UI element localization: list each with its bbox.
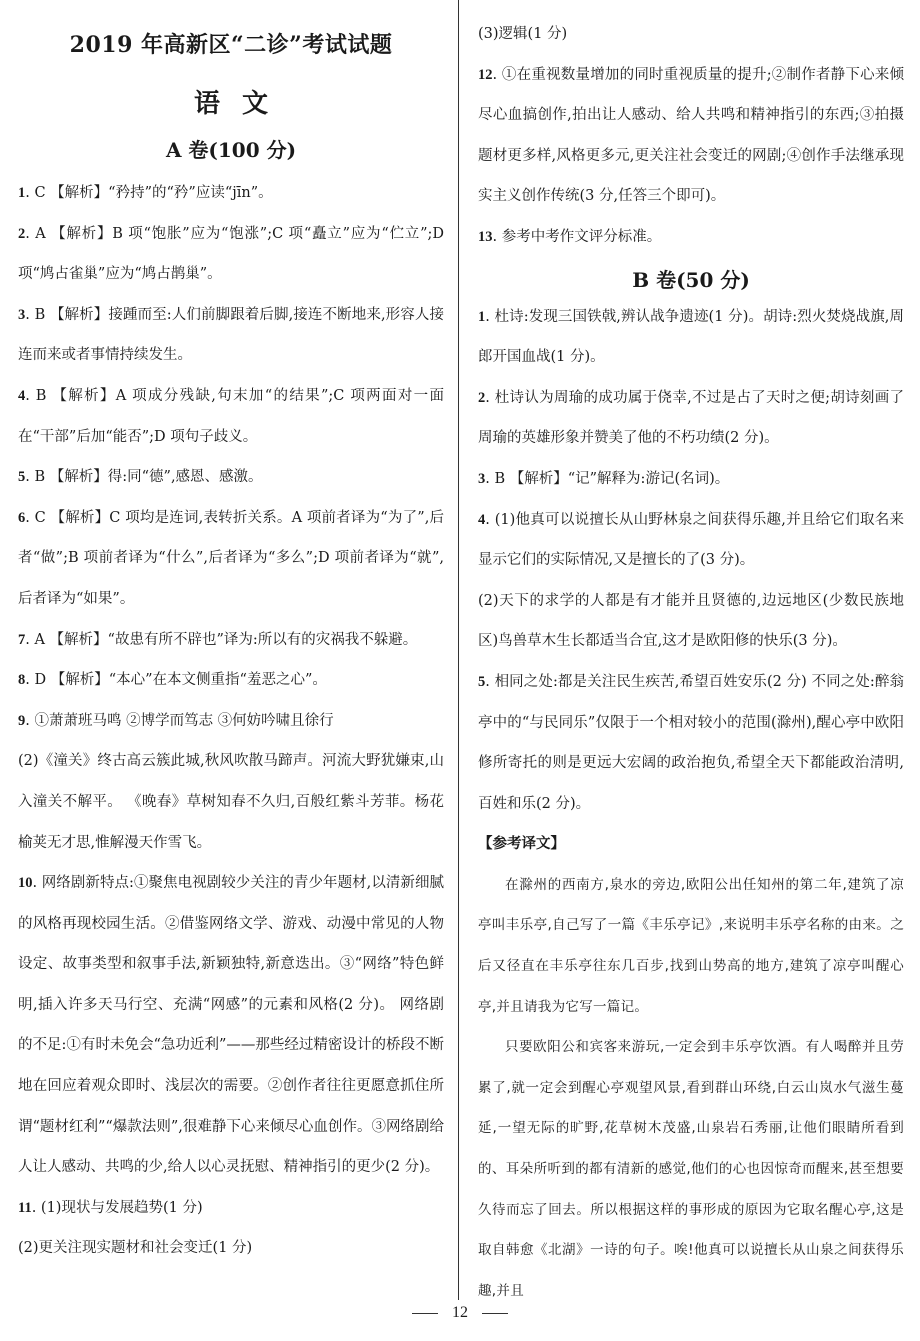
page-number: 12: [452, 1304, 468, 1321]
answer-item: [18, 701, 444, 742]
answer-text: . 杜诗认为周瑜的成功属于侥幸,不过是占了天时之便;胡诗刻画了周瑜的英雄形象并赞美了他的不朽功绩(2 分)。: [478, 389, 904, 447]
answer-item: [18, 660, 444, 701]
answer-item: [18, 214, 444, 295]
section-a-heading: A 卷(100 分): [165, 138, 297, 162]
answer-item: [18, 295, 444, 376]
right-answers-b: [478, 297, 904, 825]
translation-paragraph: 只要欧阳公和宾客来游玩,一定会到丰乐亭饮酒。有人喝醉并且劳累了,就一定会到醒心亭观望风景,看到群山环绕,白云山岚水气滋生蔓延,一望无际的旷野,花草树木茂盛,山泉岩石秀丽,让他们眼睛所看到的、耳朵所听到的都有清新的感觉,他们的心也因惊奇而醒来,甚至想要久待而忘了回去。所以根据这样的事形成的原因为它取名醒心亭,这是取自韩愈《北湖》一诗的句子。唉!他真可以说擅长从山泉之间获得乐趣,并且: [478, 1039, 904, 1299]
reference-translation: [478, 865, 904, 1312]
answer-item: [18, 620, 444, 661]
answer-text: . (1)他真可以说擅长从山野林泉之间获得乐趣,并且给它们取名来显示它们的实际情况,又是擅长的了(3 分)。: [478, 511, 904, 569]
answer-text: . 杜诗:发现三国铁戟,辨认战争遗迹(1 分)。胡诗:烈火焚烧战旗,周郎开国血战(1 分)。: [478, 308, 904, 366]
answer-item: [18, 1228, 444, 1269]
left-answers: [18, 173, 444, 1269]
page-footer: [0, 1304, 920, 1322]
answer-text: . B 【解析】得:同“德”,感恩、感激。: [25, 469, 263, 486]
answer-number: 9: [18, 712, 26, 729]
answer-number: 5: [18, 469, 26, 486]
reference-translation-heading: 【参考译文】: [478, 835, 565, 853]
left-column: [18, 14, 444, 1269]
answer-item: [18, 376, 444, 457]
answer-text: . C 【解析】C 项均是连词,表转折关系。A 项前者译为“为了”,后者“做”;B 项前者译为“什么”,后者译为“多么”;D 项前者译为“就”,后者译为“如果”。: [18, 509, 444, 607]
answer-text: . C 【解析】“矜持”的“矜”应读“jīn”。: [25, 185, 273, 201]
answer-item: [18, 498, 444, 620]
answer-item: [478, 662, 904, 824]
answer-number: 4: [478, 511, 486, 528]
answer-item: [18, 173, 444, 214]
answer-number: 3: [18, 306, 26, 323]
answer-number: 2: [478, 389, 486, 406]
answer-item: [478, 297, 904, 378]
answer-number: 2: [18, 225, 26, 242]
answer-text: . B 【解析】“记”解释为:游记(名词)。: [485, 470, 730, 487]
page-title: 2019 年高新区“二诊”考试试题: [69, 32, 393, 58]
column-divider: [458, 0, 459, 1300]
answer-text: . A 【解析】B 项“饱胀”应为“饱涨”;C 项“矗立”应为“伫立”;D 项“鸠占雀巢”应为“鸠占鹊巢”。: [18, 225, 444, 283]
answer-item: [18, 741, 444, 863]
answer-text: (2)更关注现实题材和社会变迁(1 分): [18, 1240, 253, 1257]
answer-text: (2)天下的求学的人都是有才能并且贤德的,边远地区(少数民族地区)鸟兽草木生长都适当合宜,这才是欧阳修的快乐(3 分)。: [478, 592, 904, 650]
answer-number: 12: [478, 66, 493, 83]
answer-item: [18, 863, 444, 1188]
answer-text: . ①萧萧班马鸣 ②博学而笃志 ③何妨吟啸且徐行: [25, 712, 334, 729]
answer-text: . (1)现状与发展趋势(1 分): [31, 1199, 203, 1216]
answer-item: [18, 457, 444, 498]
answer-number: 4: [18, 387, 26, 404]
answer-number: 13: [478, 228, 493, 245]
answer-number: 8: [18, 672, 26, 689]
answer-number: 7: [18, 631, 26, 648]
answer-item: [478, 581, 904, 662]
answer-text: . 参考中考作文评分标准。: [492, 228, 662, 245]
answer-text: . B 【解析】接踵而至:人们前脚跟着后脚,接连不断地来,形容人接连而来或者事情持续发生。: [18, 306, 444, 364]
answer-text: . B 【解析】A 项成分残缺,句末加“的结果”;C 项两面对一面在“干部”后加“能否”;D 项句子歧义。: [18, 387, 444, 445]
answer-number: 10: [18, 875, 33, 892]
footer-dash-left: [412, 1313, 438, 1314]
section-b-heading: B 卷(50 分): [632, 267, 750, 292]
subject-heading: 语文: [193, 89, 290, 119]
translation-paragraph: 在滁州的西南方,泉水的旁边,欧阳公出任知州的第二年,建筑了凉亭叫丰乐亭,自己写了一篇《丰乐亭记》,来说明丰乐亭名称的由来。之后又径直在丰乐亭往东几百步,找到山势高的地方,建筑了凉亭叫醒心亭,并且请我为它写一篇记。: [478, 876, 904, 1015]
answer-item: [478, 217, 904, 258]
answer-number: 6: [18, 509, 26, 526]
answer-text: . 相同之处:都是关注民生疾苦,希望百姓安乐(2 分) 不同之处:醉翁亭中的“与民同乐”仅限于一个相对较小的范围(滁州),醒心亭中欧阳修所寄托的则是更远大宏阔的政治抱负,希望全天下都能政治清明,百姓和乐(2 分)。: [478, 673, 904, 812]
answer-number: 11: [18, 1199, 32, 1216]
answer-number: 1: [478, 308, 486, 325]
right-column: [478, 14, 904, 1311]
answer-text: . ①在重视数量增加的同时重视质量的提升;②制作者静下心来倾尽心血搞创作,拍出让人感动、给人共鸣和精神指引的东西;③拍摄题材更多样,风格更多元,更关注社会变迁的网剧;④创作手法继承现实主义创作传统(3 分,任答三个即可)。: [478, 66, 904, 205]
answer-number: 1: [18, 185, 26, 201]
answer-text: (2)《潼关》终古高云簇此城,秋风吹散马蹄声。河流大野犹嫌束,山入潼关不解平。 《晚春》草树知春不久归,百般红紫斗芳菲。杨花榆荚无才思,惟解漫天作雪飞。: [18, 753, 444, 851]
answer-number: 3: [478, 470, 486, 487]
answer-item: [478, 14, 904, 55]
answer-text: . A 【解析】“故患有所不辟也”译为:所以有的灾祸我不躲避。: [25, 631, 418, 648]
footer-dash-right: [482, 1313, 508, 1314]
answer-item: [478, 459, 904, 500]
answer-item: [18, 1188, 444, 1229]
answer-item: [478, 378, 904, 459]
right-answers-a: [478, 14, 904, 258]
answer-item: [478, 500, 904, 581]
answer-item: [478, 55, 904, 217]
answer-number: 5: [478, 673, 486, 690]
answer-text: . 网络剧新特点:①聚焦电视剧较少关注的青少年题材,以清新细腻的风格再现校园生活。②借鉴网络文学、游戏、动漫中常见的人物设定、故事类型和叙事手法,新颖独特,新意迭出。③“网络”特色鲜明,插入许多天马行空、充满“网感”的元素和风格(2 分)。 网络剧的不足:①有时未免会“急功近利”——那些经过精密设计的桥段不断地在回应着观众即时、浅层次的需要。②创作者往往更愿意抓住所谓“题材红利”“爆款法则”,很难静下心来倾尽心血创作。③网络剧给人让人感动、共鸣的少,给人以心灵抚慰、精神指引的更少(2 分)。: [18, 875, 444, 1176]
answer-text: (3)逻辑(1 分): [478, 26, 568, 42]
answer-text: . D 【解析】“本心”在本文侧重指“羞恶之心”。: [25, 672, 327, 689]
